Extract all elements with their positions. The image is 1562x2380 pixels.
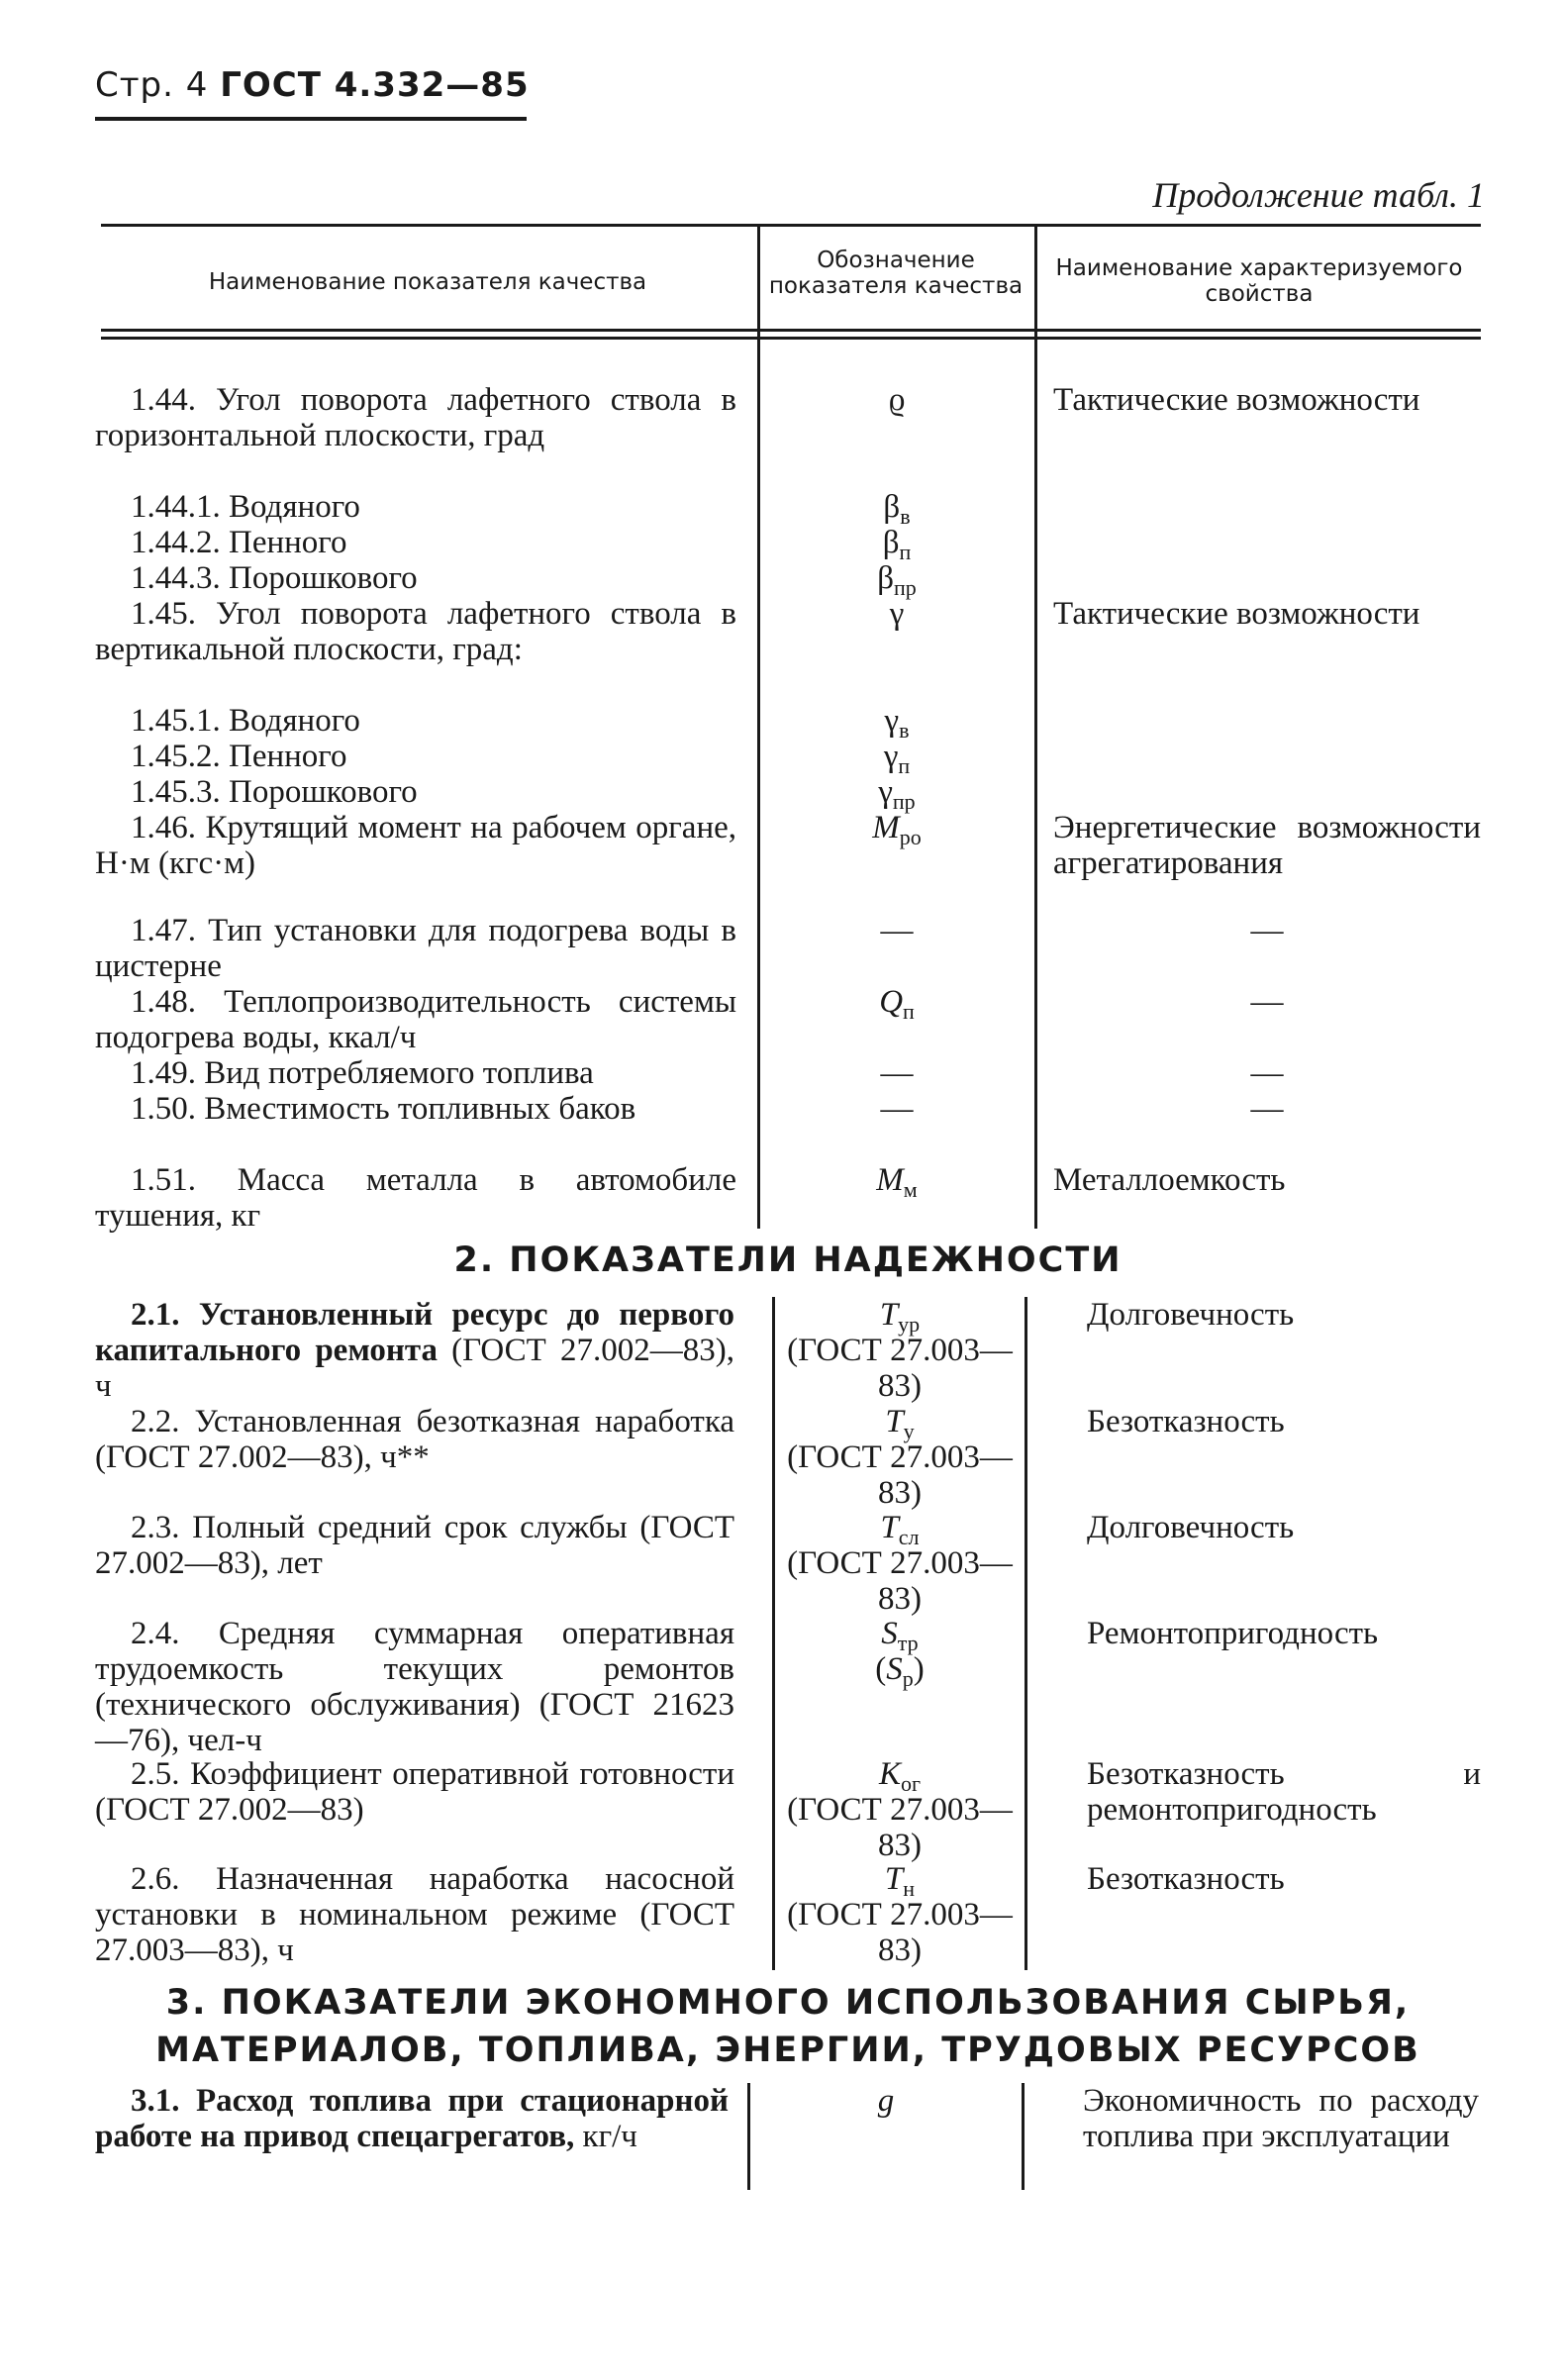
symbol-subscript: ро: [899, 825, 922, 849]
symbol-letter: —: [880, 913, 914, 948]
symbol-subscript: тр: [897, 1631, 919, 1655]
row-name: 1.46. Крутящий момент на рабочем органе, Н·м (кгс·м): [95, 810, 736, 881]
symbol-letter: —: [880, 1091, 914, 1127]
row-name: 1.51. Масса металла в автомобиле тушения, кг: [95, 1162, 736, 1234]
row-property: Долговечность: [1087, 1297, 1295, 1333]
symbol-subscript: сл: [898, 1525, 920, 1549]
row-name: 2.3. Полный средний срок службы (ГОСТ 27.002—83), лет: [95, 1510, 734, 1581]
row-property: Безотказность: [1087, 1404, 1285, 1439]
symbol-letter: ϱ: [888, 382, 906, 418]
table-continuation: Продолжение табл. 1: [1152, 175, 1485, 215]
header-rule: [95, 117, 527, 121]
table-header-rule-2: [101, 337, 1481, 340]
column-divider-3: [772, 1297, 775, 1970]
symbol-subscript: п: [898, 753, 911, 778]
row-name: 1.45.3. Порошкового: [131, 774, 418, 810]
symbol-letter: T: [879, 1297, 899, 1333]
row-symbol: [752, 2083, 1020, 2119]
symbol-letter: γ: [878, 774, 893, 810]
row-name: 1.49. Вид потребляемого топлива: [131, 1055, 594, 1091]
row-name-bold: 2.1. Установленный ресурс до первого капитального ремонта: [95, 1297, 734, 1368]
row-name: 1.44.2. Пенного: [131, 525, 347, 560]
row-property: —: [1250, 984, 1284, 1020]
symbol-letter: β: [882, 525, 900, 560]
row-property: Энергетические возможности агрегатирования: [1053, 810, 1481, 881]
symbol-letter: T: [885, 1404, 904, 1439]
row-name: 2.4. Средняя суммарная оперативная трудоемкость текущих ремонтов (технического обслуживания) (ГОСТ 21623—76), чел-ч: [95, 1616, 734, 1758]
row-name-bold: 3.1. Расход топлива при стационарной работе на привод спецагрегатов,: [95, 2083, 729, 2154]
symbol-subscript: н: [903, 1876, 916, 1901]
symbol-letter: Q: [879, 984, 904, 1020]
row-property: Экономичность по расходу топлива при эксплуатации: [1083, 2083, 1479, 2154]
table-top-rule: [101, 224, 1481, 227]
symbol-subscript: м: [903, 1177, 918, 1202]
row-property: —: [1250, 1055, 1284, 1091]
symbol-letter: T: [884, 1861, 904, 1897]
column-divider-5: [747, 2083, 750, 2190]
row-property: Металлоемкость: [1053, 1162, 1286, 1198]
symbol-letter: T: [880, 1510, 899, 1545]
symbol-subscript: у: [903, 1419, 915, 1443]
symbol-subscript: в: [900, 504, 911, 529]
row-symbol: [762, 913, 1031, 948]
row-name: 1.44.1. Водяного: [131, 489, 360, 525]
symbol-letter: —: [880, 1055, 914, 1091]
symbol-subscript: ог: [900, 1771, 922, 1796]
row-symbol: [762, 1091, 1031, 1127]
row-symbol-alt: $(S_р)$: [875, 1651, 925, 1691]
row-property: Безотказность: [1087, 1861, 1285, 1897]
column-divider-1: [757, 224, 760, 1229]
symbol-subscript: ур: [898, 1312, 921, 1337]
row-symbol: [762, 382, 1031, 418]
symbol-letter: γ: [889, 596, 905, 632]
row-property: Безотказность и ремонтопригодность: [1087, 1756, 1481, 1828]
symbol-letter: M: [876, 1162, 904, 1198]
row-name: 1.47. Тип установки для подогрева воды в цистерне: [95, 913, 736, 984]
row-name: 1.48. Теплопроизводительность системы подогрева воды, ккал/ч: [95, 984, 736, 1055]
row-name: 3.1. Расход топлива при стационарной работе на привод спецагрегатов, кг/ч: [95, 2083, 729, 2154]
row-name: 1.50. Вместимость топливных баков: [131, 1091, 636, 1127]
symbol-letter: β: [877, 560, 894, 596]
row-symbol: [762, 1162, 1031, 1208]
symbol-letter: β: [883, 489, 901, 525]
section-2-heading: 2. ПОКАЗАТЕЛИ НАДЕЖНОСТИ: [453, 1240, 1123, 1280]
row-symbol-reference: (ГОСТ 27.003—83): [787, 1333, 1013, 1404]
row-symbol: [762, 984, 1031, 1030]
row-name: 2.5. Коэффициент оперативной готовности (ГОСТ 27.002—83): [95, 1756, 734, 1828]
symbol-subscript: п: [899, 540, 912, 564]
row-name: 2.6. Назначенная наработка насосной установки в номинальном режиме (ГОСТ 27.003—83), ч: [95, 1861, 734, 1968]
column-divider-4: [1025, 1297, 1027, 1970]
row-name: 1.45.2. Пенного: [131, 739, 347, 774]
standard-number: ГОСТ 4.332—85: [220, 65, 530, 105]
column-header-name: Наименование показателя качества: [208, 269, 647, 295]
row-name: 1.45. Угол поворота лафетного ствола в вертикальной плоскости, град:: [95, 596, 736, 667]
column-divider-2: [1034, 224, 1037, 1229]
section-3-heading-line-1: 3. ПОКАЗАТЕЛИ ЭКОНОМНОГО ИСПОЛЬЗОВАНИЯ СЫРЬЯ,: [165, 1983, 1411, 2023]
page-header: [95, 65, 530, 105]
row-symbol-reference: (ГОСТ 27.003—83): [787, 1439, 1013, 1511]
page-number: Стр. 4: [95, 65, 209, 105]
section-3-heading-line-2: МАТЕРИАЛОВ, ТОПЛИВА, ЭНЕРГИИ, ТРУДОВЫХ РЕСУРСОВ: [155, 2031, 1420, 2070]
symbol-subscript: п: [903, 999, 915, 1024]
symbol-letter: M: [872, 810, 900, 845]
row-symbol: [762, 1055, 1031, 1091]
symbol-letter: S: [881, 1616, 898, 1651]
row-symbol-reference: (ГОСТ 27.003—83): [787, 1792, 1013, 1863]
symbol-letter: γ: [883, 739, 899, 774]
column-header-symbol: Обозначение показателя качества: [768, 248, 1024, 299]
row-property: Ремонтопригодность: [1087, 1616, 1379, 1651]
row-symbol-reference: (ГОСТ 27.003—83): [787, 1545, 1013, 1617]
row-property: —: [1250, 1091, 1284, 1127]
row-symbol: [762, 596, 1031, 632]
table-header-rule-1: [101, 329, 1481, 332]
symbol-subscript: пр: [894, 575, 917, 600]
symbol-letter: g: [877, 2083, 895, 2119]
column-divider-6: [1022, 2083, 1025, 2190]
row-symbol-reference: (ГОСТ 27.003—83): [787, 1897, 1013, 1968]
symbol-letter: γ: [884, 703, 900, 739]
symbol-letter: K: [878, 1756, 901, 1792]
symbol-subscript: пр: [892, 789, 916, 814]
row-property: —: [1250, 913, 1284, 948]
column-header-property: Наименование характеризуемого свойства: [1055, 255, 1463, 307]
row-name: 1.45.1. Водяного: [131, 703, 360, 739]
row-name: 1.44.3. Порошкового: [131, 560, 418, 596]
row-symbol: [762, 810, 1031, 855]
row-property: Тактические возможности: [1053, 596, 1420, 632]
row-property: Тактические возможности: [1053, 382, 1420, 418]
row-name: 2.2. Установленная безотказная наработка (ГОСТ 27.002—83), ч**: [95, 1404, 734, 1475]
row-property: Долговечность: [1087, 1510, 1295, 1545]
symbol-subscript: в: [899, 718, 910, 743]
row-name: 1.44. Угол поворота лафетного ствола в горизонтальной плоскости, град: [95, 382, 736, 453]
row-name: 2.1. Установленный ресурс до первого капитального ремонта (ГОСТ 27.002—83), ч: [95, 1297, 734, 1404]
